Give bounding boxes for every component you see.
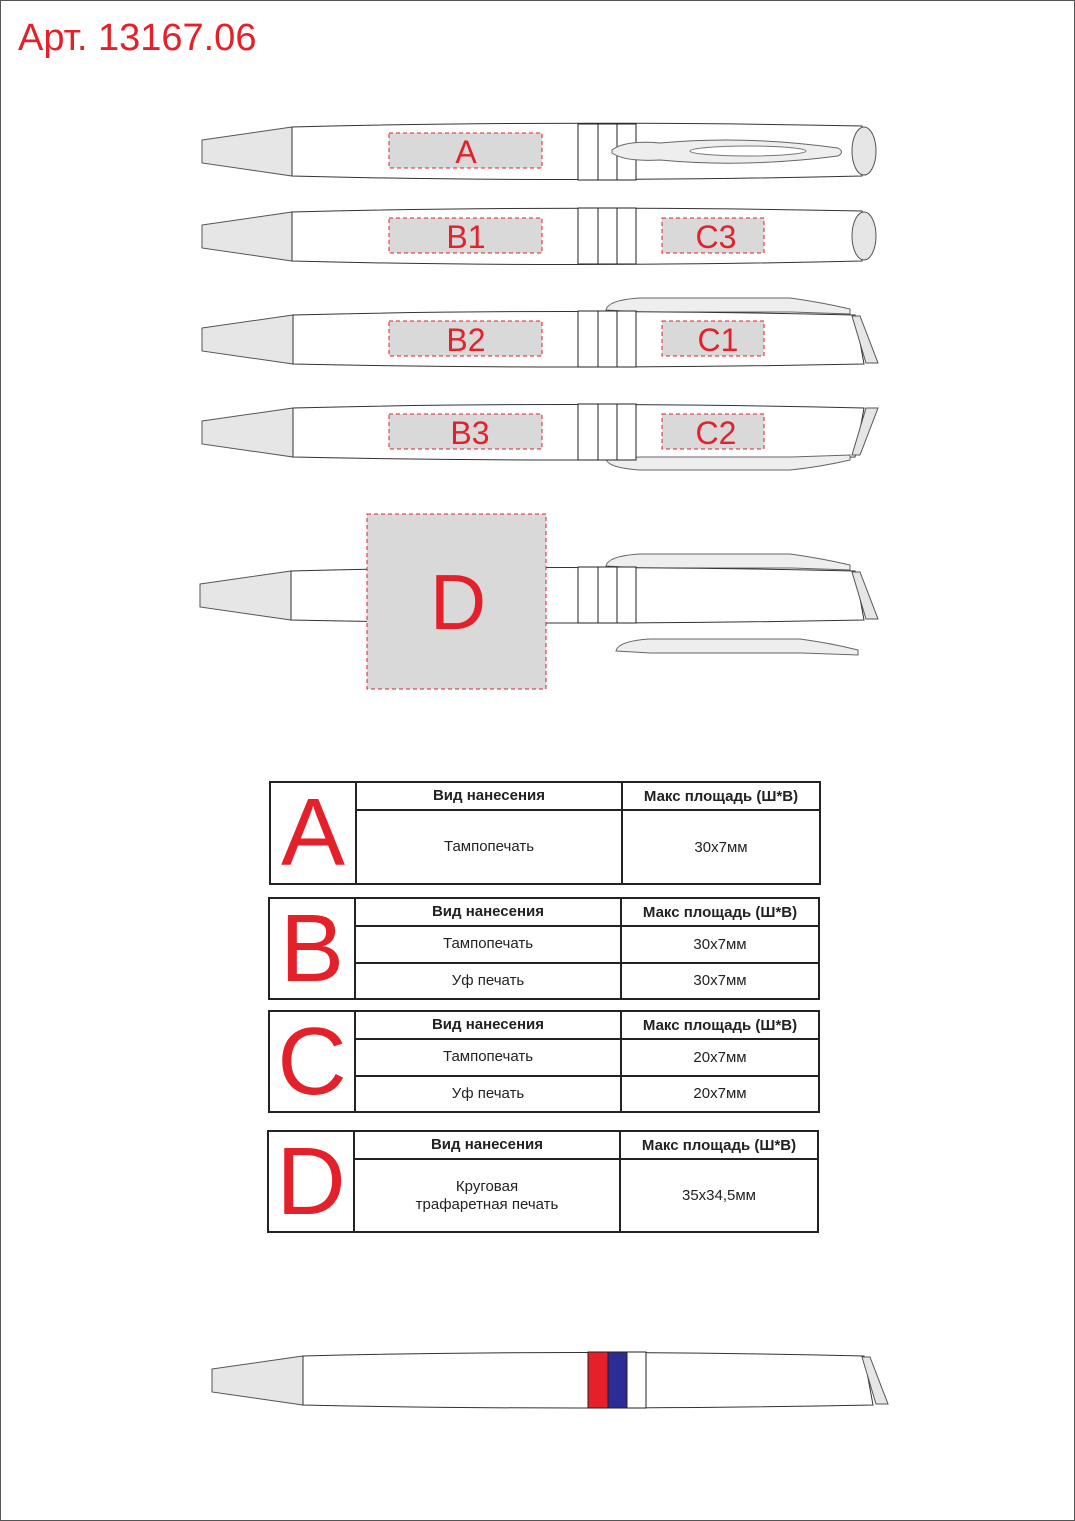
table-b-header-area: Макс площадь (Ш*В) [642, 903, 798, 921]
table-c-header-row [356, 1012, 818, 1038]
table-b-row-2-area: 30x7мм [693, 972, 747, 990]
table-b-row-1-method: Тампопечать [356, 927, 622, 962]
table-c-header-method: Вид нанесения [356, 1012, 622, 1038]
table-c-header-area: Макс площадь (Ш*В) [642, 1016, 798, 1034]
table-c-letter: C [270, 1012, 356, 1111]
zone-label-a: A [455, 134, 477, 170]
print-table-d [267, 1127, 819, 1235]
pen-3-band-1 [578, 311, 598, 367]
pen-view-5 [200, 514, 878, 689]
pen-4-clip [606, 455, 850, 470]
pen-view-1 [202, 123, 876, 180]
zone-label-d: D [429, 558, 487, 646]
pen-3-band-2 [598, 311, 617, 367]
article-title: Арт. 13167.06 [18, 17, 257, 59]
table-row [356, 1075, 818, 1112]
zone-label-b2: B2 [446, 322, 486, 358]
table-row [357, 809, 819, 883]
pen-6-band-blue [608, 1352, 627, 1408]
table-row [356, 1038, 818, 1075]
print-table-c [268, 1007, 820, 1115]
pen-4-band-1 [578, 404, 598, 460]
print-table-b [268, 894, 820, 1002]
pen-4-tip [202, 408, 293, 457]
zone-label-b3: B3 [450, 415, 490, 451]
pen-5-band-3 [617, 567, 636, 623]
zone-label-c2: C2 [695, 415, 737, 451]
table-b-row-1-area: 30x7мм [693, 935, 747, 953]
table-c-grid [356, 1012, 818, 1111]
table-c-row-2-method: Уф печать [356, 1077, 622, 1112]
table-b-row-2-method: Уф печать [356, 964, 622, 999]
pen-5-band-1 [578, 567, 598, 623]
table-a-header-row [357, 783, 819, 809]
zone-label-c1: C1 [697, 322, 739, 358]
table-c-row-1-method: Тампопечать [356, 1040, 622, 1075]
pen-2-band-2 [598, 208, 617, 264]
pen-1-end-cap [852, 127, 876, 175]
table-b-letter: B [270, 899, 356, 998]
table-b-header-method: Вид нанесения [356, 899, 622, 925]
pen-4-band-3 [617, 404, 636, 460]
pen-2-body [292, 208, 862, 264]
pen-1-tip [202, 127, 292, 176]
pen-view-4 [202, 404, 878, 470]
table-d-row-1-area: 35x34,5мм [681, 1187, 756, 1204]
pen-6-tip [212, 1356, 303, 1405]
table-d-row-1-method: Круговая трафаретная печать [355, 1160, 621, 1231]
print-table-a [269, 781, 821, 885]
table-a-letter: A [271, 783, 357, 883]
pen-6-band-white [627, 1352, 646, 1408]
table-a-header-area: Макс площадь (Ш*В) [643, 787, 799, 805]
pen-2-band-3 [617, 208, 636, 264]
table-a-header-method: Вид нанесения [357, 783, 623, 809]
table-d-grid [355, 1132, 817, 1231]
zone-label-b1: B1 [446, 219, 486, 255]
pen-5-tip [200, 571, 291, 620]
table-b-grid [356, 899, 818, 998]
table-c-row-2-area: 20x7мм [693, 1085, 747, 1103]
table-row [356, 925, 818, 962]
pen-3-band-3 [617, 311, 636, 367]
pen-2-band-1 [578, 208, 598, 264]
table-d-letter: D [269, 1132, 355, 1231]
table-d-header-area: Макс площадь (Ш*В) [641, 1136, 797, 1154]
table-a-grid [357, 783, 819, 883]
pen-4-band-2 [598, 404, 617, 460]
pen-view-3 [202, 298, 878, 367]
pen-1-clip-slot [690, 146, 806, 156]
pen-2-tip [202, 212, 292, 261]
pen-3-tip [202, 315, 293, 364]
table-d-header-row [355, 1132, 817, 1158]
pen-1-band-1 [578, 124, 598, 180]
table-b-header-row [356, 899, 818, 925]
pen-view-2 [202, 208, 876, 265]
table-row [356, 962, 818, 999]
table-c-row-1-area: 20x7мм [693, 1048, 747, 1066]
pen-5-band-2 [598, 567, 617, 623]
table-a-row-1-method: Тампопечать [357, 811, 623, 883]
table-row [355, 1158, 817, 1231]
pen-6-clip [616, 639, 858, 655]
pen-6-band-red [588, 1352, 608, 1408]
zone-label-c3: C3 [695, 219, 737, 255]
table-d-header-method: Вид нанесения [355, 1132, 621, 1158]
table-a-row-1-area: 30x7мм [694, 838, 748, 856]
pen-2-end-cap [852, 212, 876, 260]
